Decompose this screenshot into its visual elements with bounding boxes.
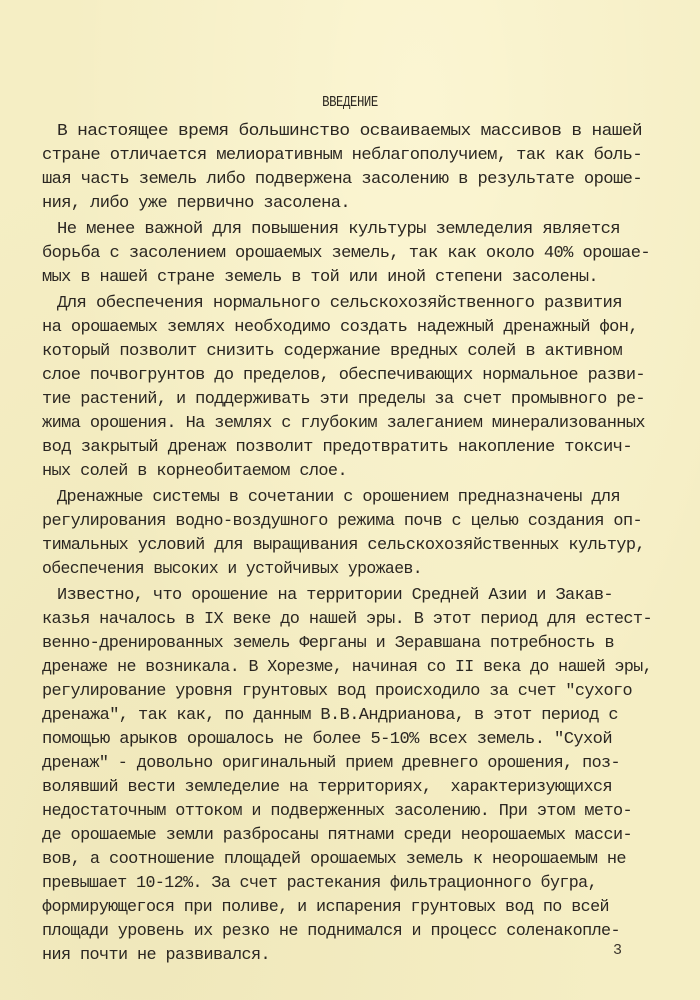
- text-line: стране отличается мелиоративным неблагополучием, так как боль-: [42, 146, 642, 165]
- text-line: борьба с засолением орошаемых земель, так как около 40% орошае-: [42, 244, 650, 263]
- text-line: дренаж" - довольно оригинальный прием древнего орошения, поз-: [42, 754, 620, 773]
- text-line: слое почвогрунтов до пределов, обеспечивающих нормальное разви-: [42, 366, 645, 385]
- text-line: вов, а соотношение площадей орошаемых земель к неорошаемым не: [42, 850, 626, 869]
- text-line: площади уровень их резко не поднимался и процесс соленакопле-: [42, 922, 620, 941]
- text-line: помощью арыков орошалось не более 5-10% всех земель. "Сухой: [42, 730, 612, 749]
- page-number: 3: [613, 942, 623, 959]
- text-line: Дренажные системы в сочетании с орошением предназначены для: [57, 488, 620, 507]
- text-line: превышает 10-12%. За счет растекания фильтрационного бугра,: [42, 874, 597, 893]
- page-title: ВВЕДЕНИЕ: [322, 94, 378, 111]
- text-line: вод закрытый дренаж позволит предотвратить накопление токсич-: [42, 438, 632, 457]
- text-line: шая часть земель либо подвержена засолению в результате ороше-: [42, 170, 642, 189]
- text-line: на орошаемых землях необходимо создать надежный дренажный фон,: [42, 318, 638, 337]
- text-line: дренаже не возникала. В Хорезме, начиная со II века до нашей эры,: [42, 658, 652, 677]
- text-line: тие растений, и поддерживать эти пределы за счет промывного ре-: [42, 390, 645, 409]
- text-line: который позволит снизить содержание вредных солей в активном: [42, 342, 622, 361]
- text-line: регулирования водно-воздушного режима почв с целью создания оп-: [42, 512, 642, 531]
- text-line: ных солей в корнеобитаемом слое.: [42, 462, 347, 481]
- text-line: Известно, что орошение на территории Средней Азии и Закав-: [57, 586, 613, 605]
- text-line: ния, либо уже первично засолена.: [42, 194, 350, 213]
- text-line: венно-дренированных земель Ферганы и Зеравшана потребность в: [42, 634, 614, 653]
- text-line: казья началось в IX веке до нашей эры. В этот период для естест-: [42, 610, 652, 629]
- text-line: де орошаемые земли разбросаны пятнами среди неорошаемых масси-: [42, 826, 632, 845]
- text-line: дренажа", так как, по данным В.В.Андрианова, в этот период с: [42, 706, 618, 725]
- text-line: волявший вести земледелие на территориях, характеризующихся: [42, 778, 612, 797]
- text-line: недостаточным оттоком и подверженных засолению. При этом мето-: [42, 802, 632, 821]
- text-line: мых в нашей стране земель в той или иной степени засолены.: [42, 268, 598, 287]
- text-line: жима орошения. На землях с глубоким залеганием минерализованных: [42, 414, 645, 433]
- text-line: Не менее важной для повышения культуры земледелия является: [57, 220, 620, 239]
- text-line: В настоящее время большинство осваиваемых массивов в нашей: [57, 122, 642, 141]
- text-line: регулирование уровня грунтовых вод происходило за счет "сухого: [42, 682, 632, 701]
- text-line: формирующегося при поливе, и испарения грунтовых вод по всей: [42, 898, 609, 917]
- text-line: ния почти не развивался.: [42, 946, 270, 965]
- text-line: тимальных условий для выращивания сельскохозяйственных культур,: [42, 536, 645, 555]
- text-line: обеспечения высоких и устойчивых урожаев.: [42, 560, 422, 579]
- text-line: Для обеспечения нормального сельскохозяйственного развития: [57, 294, 622, 313]
